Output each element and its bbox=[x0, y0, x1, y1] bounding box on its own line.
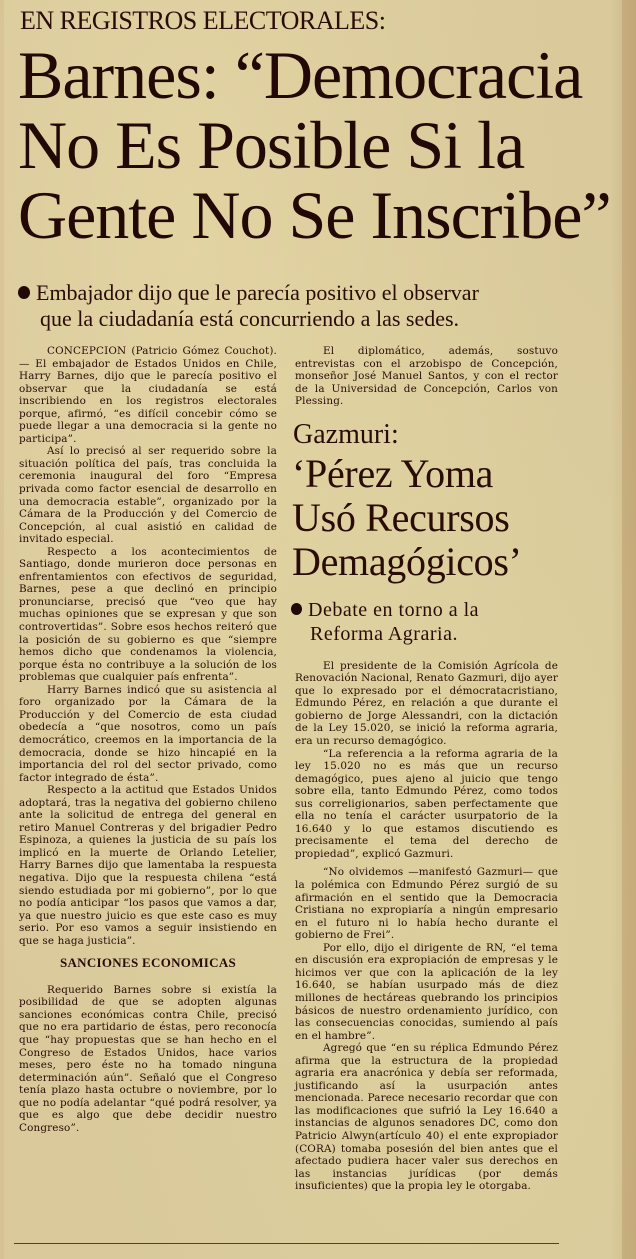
paragraph: El presidente de la Comisión Agrícola de Renovación Nacional, Renato Gazmuri, dijo ayer que lo expresado por el démocratacristiano, Edmundo Pérez, en relación a que durante el gobierno de Jorge Alessandri, con la dictación de la Ley 15.020, se inició la reforma agraria, era un recurso demagógico. bbox=[295, 659, 558, 748]
bullet-icon bbox=[18, 286, 30, 299]
headline-line: Gente No Se Inscribe” bbox=[18, 177, 611, 253]
article2-subhead bbox=[291, 598, 558, 646]
article2-kicker: Gazmuri: bbox=[293, 418, 399, 450]
subhead-line: que la ciudadanía está concurriendo a las sedes. bbox=[40, 306, 460, 331]
subhead-line: Reforma Agraria. bbox=[310, 622, 458, 645]
paragraph: Así lo precisó al ser requerido sobre la situación política del país, tras concluida la ceremonia inaugural del foro “Empresa privada como factor esencial de desarrollo en una democracia estable”, organizado por la Cámara de la Producción y del Comercio de Concepción, al cual asistió en calidad de invitado especial. bbox=[19, 445, 277, 546]
subhead-line: Debate en torno a la bbox=[308, 598, 480, 621]
paragraph: Requerido Barnes sobre si existía la posibilidad de que se adopten algunas sanciones económicas contra Chile, precisó que no era partidario de éstas, pero reconocía que “hay propuestas que se han hecho en el Congreso de Estados Unidos, hace varios meses, pero éste no ha tomado ninguna determinación aún”. Señaló que el Congreso tenía plazo hasta octubre o noviembre, por lo que no podía adelantar “qué podrá resolver, ya que es algo que debe decidir nuestro Congreso”. bbox=[19, 983, 277, 1134]
paragraph: Respecto a la actitud que Estados Unidos adoptará, tras la negativa del gobierno chileno ante la solicitud de entrega del general en retiro Manuel Contreras y del brigadier Pedro Espinoza, a quienes la justicia de su país los implicó en la muerte de Orlando Letelier, Harry Barnes dijo que lamentaba la respuesta negativa. Dijo que la respuesta chilena “está siendo estudiada por mi gobierno”, por lo que no podía anticipar “los pasos que vamos a dar, ya que nuestro juicio es que este caso es muy serio. Por eso vamos a seguir insistiendo en que se haga justicia”. bbox=[19, 784, 277, 947]
section-heading: SANCIONES ECONOMICAS bbox=[59, 955, 237, 971]
paragraph: El diplomático, además, sostuvo entrevistas con el arzobispo de Concepción, monseñor José Manuel Santos, y con el rector de la Universidad de Concepción, Carlos von Plessing. bbox=[295, 345, 558, 408]
headline-line: No Es Posible Si la bbox=[18, 107, 525, 183]
paragraph: “La referencia a la reforma agraria de la ley 15.020 no es más que un recurso demagógico, pues ajeno al juicio que tengo sobre ella, tanto Edmundo Pérez, como todos sus correligionarios, saben perfectamente que ella no tenía el carácter usurpatorio de la 16.640 y lo que estamos discutiendo es precisamente el tema del derecho de propiedad”, explicó Gazmuri. bbox=[295, 747, 558, 860]
paragraph: Por ello, dijo el dirigente de RN, “el tema en discusión era expropiación de empresas y le hicimos ver que con la aplicación de la ley 16.640, se habían usurpado más de diez millones de hectáreas quebrando los principios básicos de nuestro ordenamiento jurídico, con las consecuencias conocidas, sumiendo al país en el hambre”. bbox=[295, 941, 558, 1042]
paragraph: CONCEPCION (Patricio Gómez Couchot).— El embajador de Estados Unidos en Chile, Harry Barnes, dijo que le parecía positivo el observar que la ciudadanía se está inscribiendo en los registros electorales porque, afirmó, “es difícil concebir cómo se puede llegar a una democracia si la gente no participa”. bbox=[19, 345, 277, 445]
bottom-rule bbox=[14, 1243, 559, 1244]
paragraph: Harry Barnes indicó que su asistencia al foro organizado por la Cámara de la Producción y del Comercio de esta ciudad obedecía a “que nosotros, como un país democrático, creemos en la importancia de la democracia, donde se hizo hincapié en la importancia del rol del sector privado, como factor integrado de ésta”. bbox=[19, 683, 277, 784]
article-subhead bbox=[18, 280, 578, 332]
headline-line: Usó Recursos bbox=[292, 494, 510, 540]
left-column bbox=[19, 345, 277, 1134]
headline-line: ‘Pérez Yoma bbox=[292, 450, 494, 496]
article-headline bbox=[18, 37, 611, 253]
right-column bbox=[292, 345, 558, 1193]
article2-headline bbox=[292, 452, 558, 584]
paragraph: Respecto a los acontecimientos de Santiago, donde murieron doce personas en enfrentamientos con efectivos de seguridad, Barnes, pese a que declinó en principio pronunciarse, precisó que “veo que hay muchas opiniones que se expresan y que son controvertidas”. Sobre esos hechos reiteró que la posición de su gobierno es que “siempre hemos dicho que condenamos la violencia, porque ésta no contribuye a la solución de los problemas que cualquier país enfrenta”. bbox=[19, 545, 277, 684]
article-kicker: EN REGISTROS ELECTORALES: bbox=[20, 6, 386, 35]
paragraph: Agregó que “en su réplica Edmundo Pérez afirma que la estructura de la propiedad agraria era anacrónica y debía ser reformada, justificando así la usurpación antes mencionada. Parece necesario recordar que con las modificaciones que sufrió la Ley 16.640 a instancias de algunos senadores DC, como don Patricio Alwyn(artículo 40) el ente expropiador (CORA) tomaba posesión del bien antes que el afectado pudiera hacer valer sus derechos en las instancias jurídicas (por demás insuficientes) que la propia ley le otorgaba. bbox=[295, 1042, 558, 1193]
paragraph: “No olvidemos —manifestó Gazmuri— que la polémica con Edmundo Pérez surgió de su afirmación en el sentido que la Democracia Cristiana no expropiaría a ningún empresario en el futuro ni lo había hecho durante el gobierno de Frei”. bbox=[295, 866, 558, 942]
bullet-icon bbox=[291, 603, 302, 615]
headline-line: Demagógicos’ bbox=[292, 538, 522, 584]
subhead-line: Embajador dijo que le parecía positivo el observar bbox=[36, 280, 479, 305]
headline-line: Barnes: “Democracia bbox=[18, 37, 583, 113]
